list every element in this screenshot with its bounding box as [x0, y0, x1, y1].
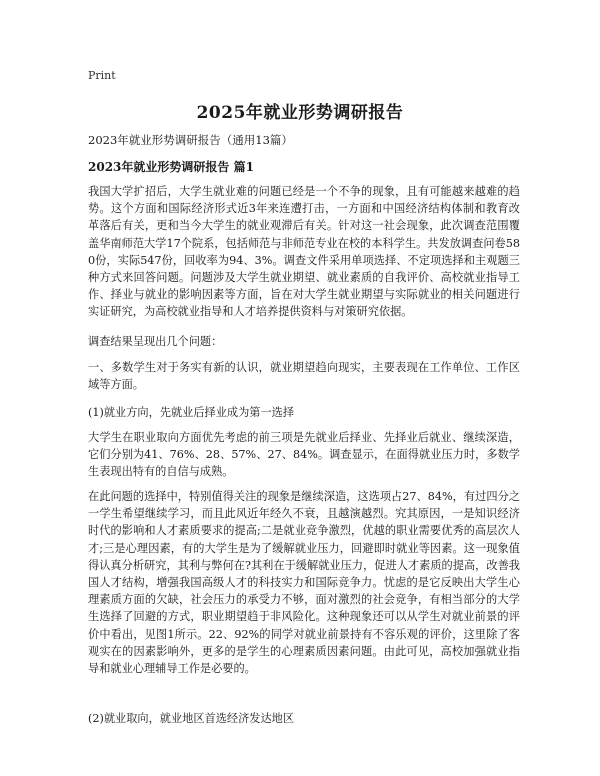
paragraph-subheading-1: (1)就业方向，先就业后择业成为第一选择: [88, 406, 295, 419]
paragraph-point-one: 一、多数学生对于务实有新的认识，就业期望趋向现实，主要表现在工作单位、工作区域等方面。: [88, 361, 520, 392]
paragraph-findings-lead: 调查结果呈现出几个问题：: [88, 335, 223, 348]
paragraph-analysis: 在此问题的选择中，特别值得关注的现象是继续深造，这选项占27、84%，有过四分之一学生希望继续学习，而且此风近年经久不衰，且越演越烈。究其原因，一是知识经济时代的影响和人才素质要求的提高;二是就业竞争激烈，优越的职业需要优秀的高层次人才;三是心理因素，有的大学生是为了缓解就业压力，回避即时就业等因素。这一现象值得认真分析研究，其利与弊何在?其利在于缓解就业压力，促进人才素质的提高，改善我国人才结构，增强我国高级人才的科技实力和国际竞争力。忧虑的是它反映出大学生心理素质方面的欠缺，社会压力的承受力不够，面对激烈的社会竞争，有相当部分的大学生选择了回避的方式，职业期望趋于非风险化。这种现象还可以从学生对就业前景的评价中看出，见图1所示。22、92%的同学对就业前景持有不容乐观的评价，这里除了客观实在的因素影响外，更多的是学生的心理素质因素问题。由此可见，高校加强就业指导和就业心理辅导工作是必要的。: [88, 490, 520, 676]
paragraph-subheading-2: (2)就业取向，就业地区首选经济发达地区: [88, 712, 295, 725]
document-subtitle: 2023年就业形势调研报告（通用13篇）: [88, 133, 293, 147]
section-heading: 2023年就业形势调研报告 篇1: [88, 160, 254, 174]
paragraph-intro: 我国大学扩招后，大学生就业难的问题已经是一个不争的现象，且有可能越来越难的趋势。这个方面和国际经济形式近3年来连遭打击，一方面和中国经济结构体制和教育改革落后有关，更和当今大学生的就业观滞后有关。针对这一社会现象，此次调查范围覆盖华南师范大学17个院系，包括师范与非师范专业在校的本科学生。共发放调查问卷580份，实际547份，回收率为94、3%。调查文件采用单项选择、不定项选择和主观题三种方式来回答问题。问题涉及大学生就业期望、就业素质的自我评价、高校就业指导工作、择业与就业的影响因素等方面，旨在对大学生就业期望与实际就业的相关问题进行实证研究，为高校就业指导和人才培养提供资料与对策研究依据。: [88, 185, 520, 319]
paragraph-career-orientation: 大学生在职业取向方面优先考虑的前三项是先就业后择业、先择业后就业、继续深造，它们分别为41、76%、28、57%、27、84%。调查显示，在面得就业压力时，多数学生表现出特有的自信与成熟。: [88, 431, 520, 479]
print-link[interactable]: Print: [88, 69, 116, 82]
page-title: 2025年就业形势调研报告: [196, 103, 404, 123]
